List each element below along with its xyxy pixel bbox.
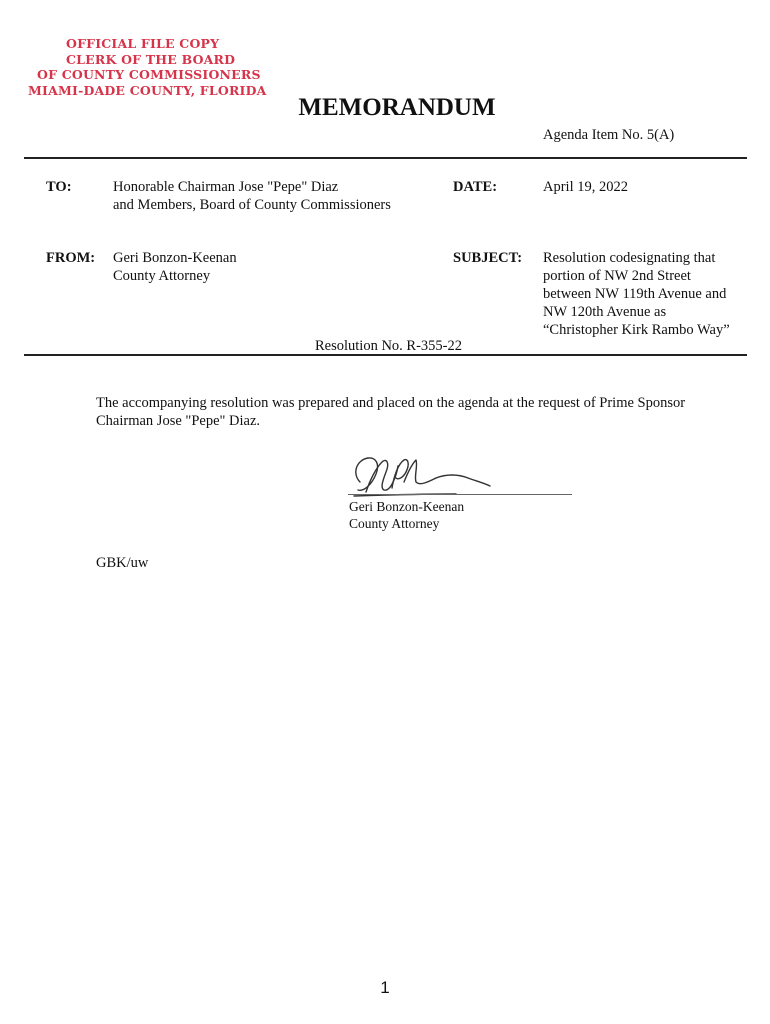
resolution-number: Resolution No. R-355-22 [315, 338, 463, 354]
to-line: Honorable Chairman Jose "Pepe" Diaz [113, 179, 339, 195]
from-label: FROM: [46, 250, 96, 266]
body-paragraph-line: The accompanying resolution was prepared and placed on the agenda at the request of Prime Sponsor [96, 395, 686, 411]
subject-line: between NW 119th Avenue and [543, 286, 727, 302]
header-bottom-rule [24, 354, 747, 356]
stamp-line: OFFICIAL FILE COPY [66, 36, 220, 51]
to-line: and Members, Board of County Commissioners [113, 197, 391, 213]
agenda-item-number: Agenda Item No. 5(A) [543, 127, 675, 143]
from-line: Geri Bonzon-Keenan [113, 250, 237, 266]
page-number: 1 [380, 978, 390, 997]
subject-line: portion of NW 2nd Street [543, 268, 691, 284]
signature-line [348, 494, 572, 495]
from-line: County Attorney [113, 268, 211, 284]
stamp-line: CLERK OF THE BOARD [66, 51, 236, 67]
subject-label: SUBJECT: [453, 250, 523, 266]
date-label: DATE: [453, 179, 498, 195]
header-top-rule [24, 157, 747, 159]
official-file-copy-stamp [24, 36, 267, 98]
memo-title: MEMORANDUM [298, 94, 496, 121]
subject-line: “Christopher Kirk Rambo Way” [543, 322, 730, 338]
to-label: TO: [46, 179, 72, 195]
date-value: April 19, 2022 [543, 179, 628, 195]
body-paragraph-line: Chairman Jose "Pepe" Diaz. [96, 413, 261, 429]
stamp-line: OF COUNTY COMMISSIONERS [37, 67, 261, 82]
signatory-title: County Attorney [349, 516, 440, 531]
stamp-line: MIAMI-DADE COUNTY, FLORIDA [28, 82, 267, 98]
signatory-name: Geri Bonzon-Keenan [349, 499, 465, 514]
subject-line: Resolution codesignating that [543, 250, 716, 266]
typist-initials: GBK/uw [96, 555, 149, 571]
handwritten-signature [346, 452, 506, 498]
subject-line: NW 120th Avenue as [543, 304, 667, 320]
